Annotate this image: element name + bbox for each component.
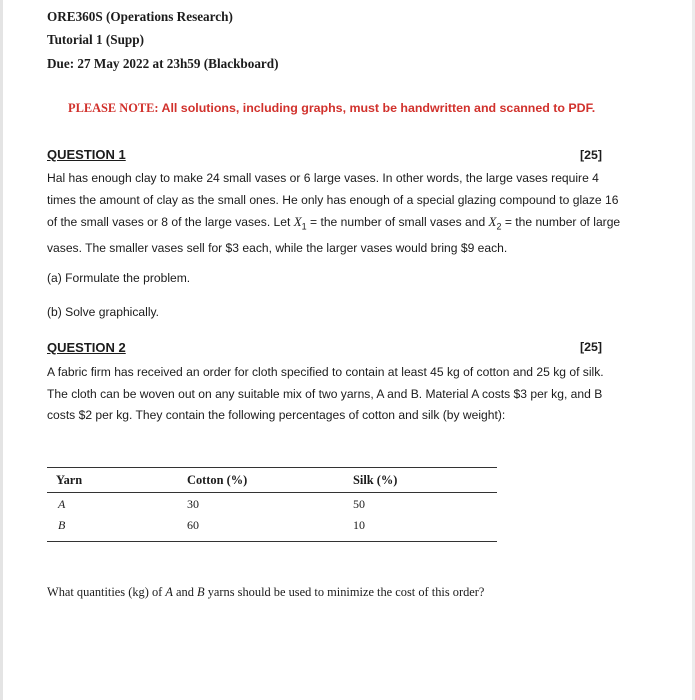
question1-part-a: (a) Formulate the problem. (47, 271, 191, 285)
note-lead: PLEASE NOTE: (68, 101, 159, 115)
tutorial-title: Tutorial 1 (Supp) (47, 32, 144, 47)
header-yarn: Yarn (56, 473, 83, 487)
note-text: All solutions, including graphs, must be handwritten and scanned to PDF. (158, 101, 596, 115)
final-pre: What quantities (kg) of (47, 585, 166, 599)
question1-part-b: (b) Solve graphically. (47, 305, 160, 319)
x1-subscript: 1 (301, 221, 307, 232)
due-date: Due: 27 May 2022 at 23h59 (Blackboard) (47, 56, 279, 71)
header-silk: Silk (%) (353, 473, 398, 487)
x2-symbol: X (488, 214, 497, 229)
table-header-rule (47, 492, 497, 493)
course-title: ORE360S (Operations Research) (47, 9, 233, 24)
question2-title: QUESTION 2 (47, 340, 126, 355)
q1-line-1: Hal has enough clay to make 24 small vases or 6 large vases. In other words, the large vases require 4 (47, 171, 599, 185)
question2-marks: [25] (580, 340, 603, 354)
q2-line-3: costs $2 per kg. They contain the following percentages of cotton and silk (by weight): (47, 408, 506, 422)
question1-marks: [25] (580, 148, 603, 162)
final-var-b: B (197, 585, 205, 599)
table-top-rule (47, 467, 497, 468)
header-cotton: Cotton (%) (187, 473, 248, 487)
q1-line-3-mid: = the number of small vases and (306, 215, 489, 229)
q1-line-3-post: = the number of large (501, 215, 621, 229)
q1-line-4: vases. The smaller vases sell for $3 each, while the larger vases would bring $9 each. (47, 240, 508, 255)
row-b-yarn: B (58, 518, 66, 532)
row-b-silk: 10 (353, 518, 365, 532)
submission-note (68, 101, 595, 116)
q1-line-3-pre: of the small vases or 8 of the large vases. Let (47, 215, 294, 229)
final-var-a: A (165, 585, 173, 599)
question2-final-question (47, 585, 484, 600)
q1-line-2: times the amount of clay as the small ones. He only has enough of a special glazing compound to glaze 16 (47, 192, 619, 207)
table-bottom-rule (47, 541, 497, 542)
q2-line-1: A fabric firm has received an order for cloth specified to contain at least 45 kg of cotton and 25 kg of silk. (47, 365, 604, 379)
question2-text (47, 362, 647, 427)
x2-subscript: 2 (496, 221, 502, 232)
question1-text (47, 168, 647, 259)
x1-symbol: X (293, 214, 302, 229)
row-a-silk: 50 (353, 497, 365, 511)
question1-title: QUESTION 1 (47, 147, 126, 162)
q2-line-2: The cloth can be woven out on any suitable mix of two yarns, A and B. Material A costs $3 per kg, and B (47, 386, 603, 401)
final-mid: and (172, 585, 198, 599)
yarn-composition-table (47, 467, 497, 543)
row-a-yarn: A (58, 497, 66, 511)
q1-line-3 (47, 211, 647, 238)
row-a-cotton: 30 (187, 497, 199, 511)
page-edge-left (0, 0, 3, 700)
row-b-cotton: 60 (187, 518, 199, 532)
final-post: yarns should be used to minimize the cost of this order? (204, 585, 485, 599)
